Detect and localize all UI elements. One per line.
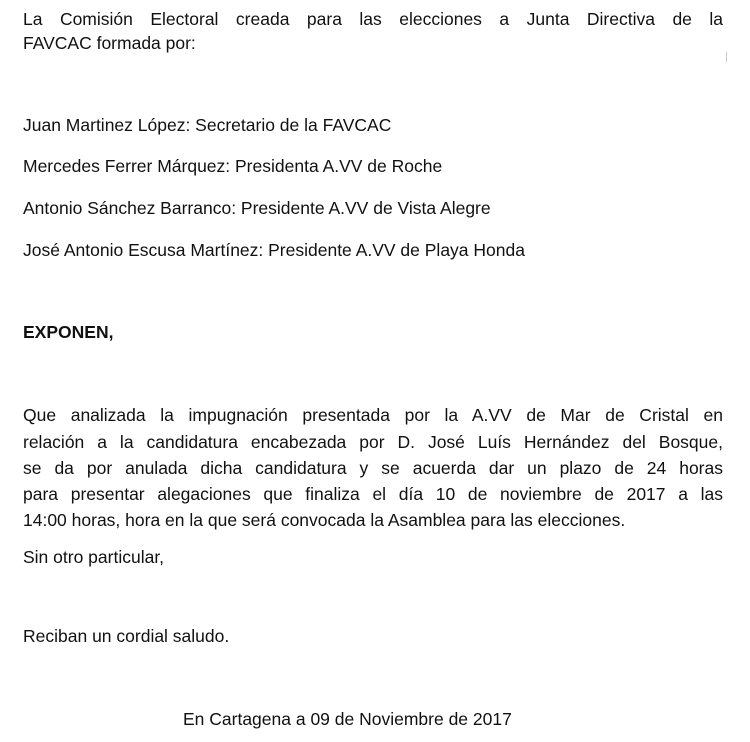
closing-saludo: Reciban un cordial saludo. bbox=[23, 626, 230, 646]
closing-sin-otro: Sin otro particular, bbox=[23, 547, 165, 567]
body-line-5: 14:00 horas, hora en la que será convocada la Asamblea para las elecciones. bbox=[23, 510, 626, 530]
body-line-2: relación a la candidatura encabezada por D. José Luís Hernández del Bosque, bbox=[23, 432, 723, 452]
member-3: Antonio Sánchez Barranco: Presidente A.VV de Vista Alegre bbox=[23, 198, 491, 218]
member-4: José Antonio Escusa Martínez: Presidente A.VV de Playa Honda bbox=[23, 240, 525, 260]
place-date: En Cartagena a 09 de Noviembre de 2017 bbox=[183, 709, 512, 729]
intro-line-1: La Comisión Electoral creada para las elecciones a Junta Directiva de la bbox=[23, 9, 723, 29]
body-line-1: Que analizada la impugnación presentada por la A.VV de Mar de Cristal en bbox=[23, 405, 723, 425]
body-line-4: para presentar alegaciones que finaliza el día 10 de noviembre de 2017 a las bbox=[23, 484, 723, 504]
member-2: Mercedes Ferrer Márquez: Presidenta A.VV de Roche bbox=[23, 156, 443, 176]
heading-exponen: EXPONEN, bbox=[23, 322, 114, 342]
body-line-3: se da por anulada dicha candidatura y se acuerda dar un plazo de 24 horas bbox=[23, 458, 723, 478]
intro-line-2: FAVCAC formada por: bbox=[23, 33, 196, 53]
scan-artifact-mark bbox=[726, 52, 727, 62]
member-1: Juan Martinez López: Secretario de la FAVCAC bbox=[23, 115, 392, 135]
